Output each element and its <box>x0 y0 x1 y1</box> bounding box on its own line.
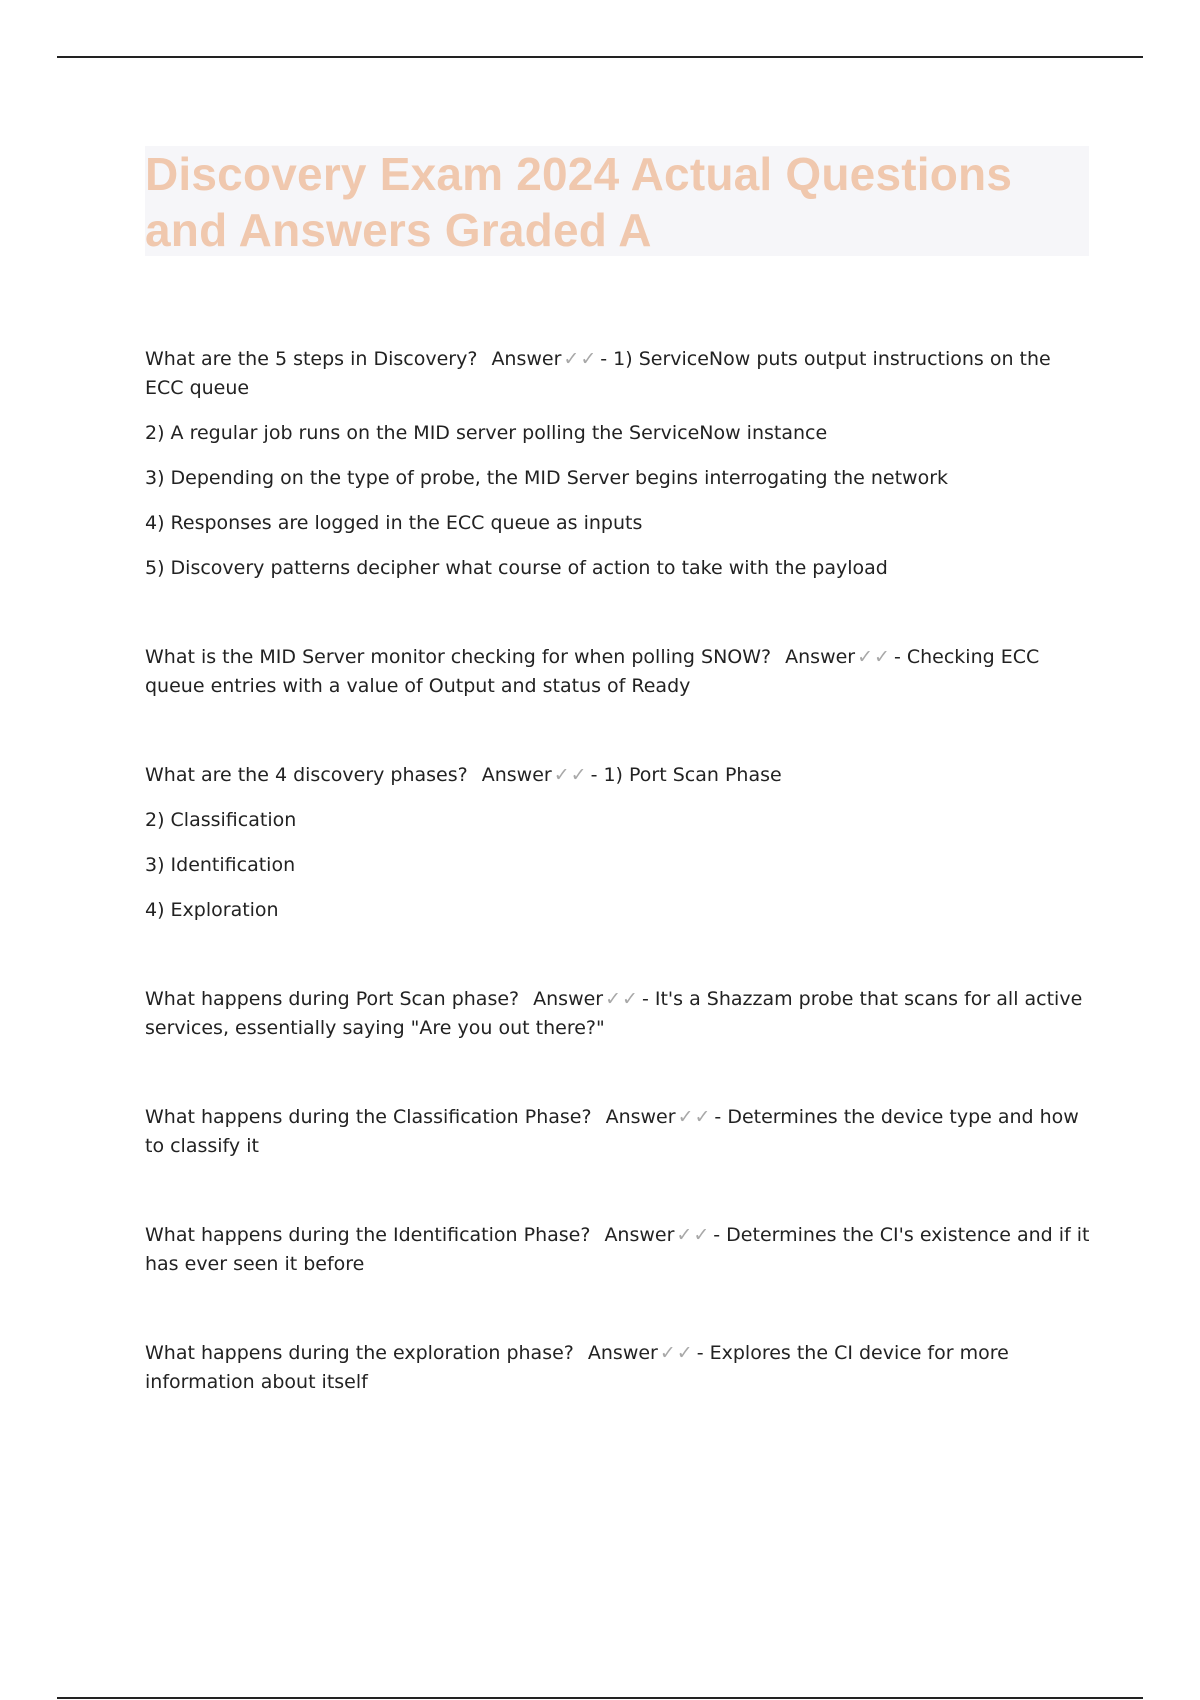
check-icon: ✓✓ <box>659 1342 694 1364</box>
question-text: What happens during the exploration phase? <box>145 1342 574 1364</box>
answer-step: 4) Responses are logged in the ECC queue as inputs <box>145 512 643 534</box>
answer-label: Answer <box>605 1106 676 1128</box>
bottom-rule <box>57 1697 1143 1699</box>
qa-line <box>145 985 1095 1043</box>
qa-item <box>145 1221 1095 1279</box>
answer-step: 2) A regular job runs on the MID server polling the ServiceNow instance <box>145 422 828 444</box>
answer-separator: - <box>641 988 649 1010</box>
qa-item <box>145 345 1095 583</box>
answer-text: 1) Port Scan Phase <box>603 764 782 786</box>
check-icon: ✓✓ <box>563 348 598 370</box>
qa-item <box>145 761 1095 925</box>
check-icon: ✓✓ <box>857 646 891 668</box>
qa-content <box>145 345 1095 1457</box>
answer-separator: - <box>713 1224 721 1246</box>
answer-text: Determines the device type and how to classify it <box>145 1106 1079 1157</box>
check-icon: ✓✓ <box>677 1106 712 1128</box>
answer-separator: - <box>600 348 608 370</box>
title-banner <box>145 146 1089 256</box>
answer-label: Answer <box>785 646 856 668</box>
answer-text: 1) ServiceNow puts output instructions on the ECC queue <box>145 348 1051 399</box>
answer-separator: - <box>696 1342 704 1364</box>
qa-item <box>145 1103 1095 1161</box>
check-icon: ✓✓ <box>676 1224 711 1246</box>
qa-line <box>145 643 1095 701</box>
answer-step: 4) Exploration <box>145 899 279 921</box>
qa-line <box>145 761 1095 790</box>
qa-item <box>145 985 1095 1043</box>
answer-text: Determines the CI's existence and if it has ever seen it before <box>145 1224 1090 1275</box>
qa-item <box>145 1339 1095 1397</box>
question-text: What is the MID Server monitor checking for when polling SNOW? <box>145 646 772 668</box>
answer-text: It's a Shazzam probe that scans for all active services, essentially saying "Are you out there?" <box>145 988 1083 1039</box>
qa-item <box>145 643 1095 701</box>
answer-label: Answer <box>533 988 604 1010</box>
question-text: What are the 5 steps in Discovery? <box>145 348 478 370</box>
qa-line <box>145 1103 1095 1161</box>
answer-step: 2) Classification <box>145 809 297 831</box>
answer-separator: - <box>714 1106 722 1128</box>
check-icon: ✓✓ <box>553 764 588 786</box>
question-text: What are the 4 discovery phases? <box>145 764 468 786</box>
answer-label: Answer <box>604 1224 675 1246</box>
document-title: Discovery Exam 2024 Actual Questions and Answers Graded A <box>145 148 1013 256</box>
answer-step: 3) Depending on the type of probe, the MID Server begins interrogating the network <box>145 467 949 489</box>
answer-step: 5) Discovery patterns decipher what course of action to take with the payload <box>145 557 888 579</box>
question-text: What happens during the Classification Phase? <box>145 1106 592 1128</box>
answer-separator: - <box>893 646 901 668</box>
answer-step: 3) Identification <box>145 854 296 876</box>
check-icon: ✓✓ <box>605 988 639 1010</box>
answer-label: Answer <box>491 348 562 370</box>
qa-line <box>145 345 1095 403</box>
answer-label: Answer <box>481 764 552 786</box>
top-rule <box>57 56 1143 58</box>
answer-label: Answer <box>587 1342 658 1364</box>
qa-line <box>145 1339 1095 1397</box>
answer-text: Checking ECC queue entries with a value of Output and status of Ready <box>145 646 1040 697</box>
answer-text: Explores the CI device for more information about itself <box>145 1342 1009 1393</box>
question-text: What happens during Port Scan phase? <box>145 988 520 1010</box>
answer-separator: - <box>590 764 598 786</box>
question-text: What happens during the Identification Phase? <box>145 1224 591 1246</box>
qa-line <box>145 1221 1095 1279</box>
